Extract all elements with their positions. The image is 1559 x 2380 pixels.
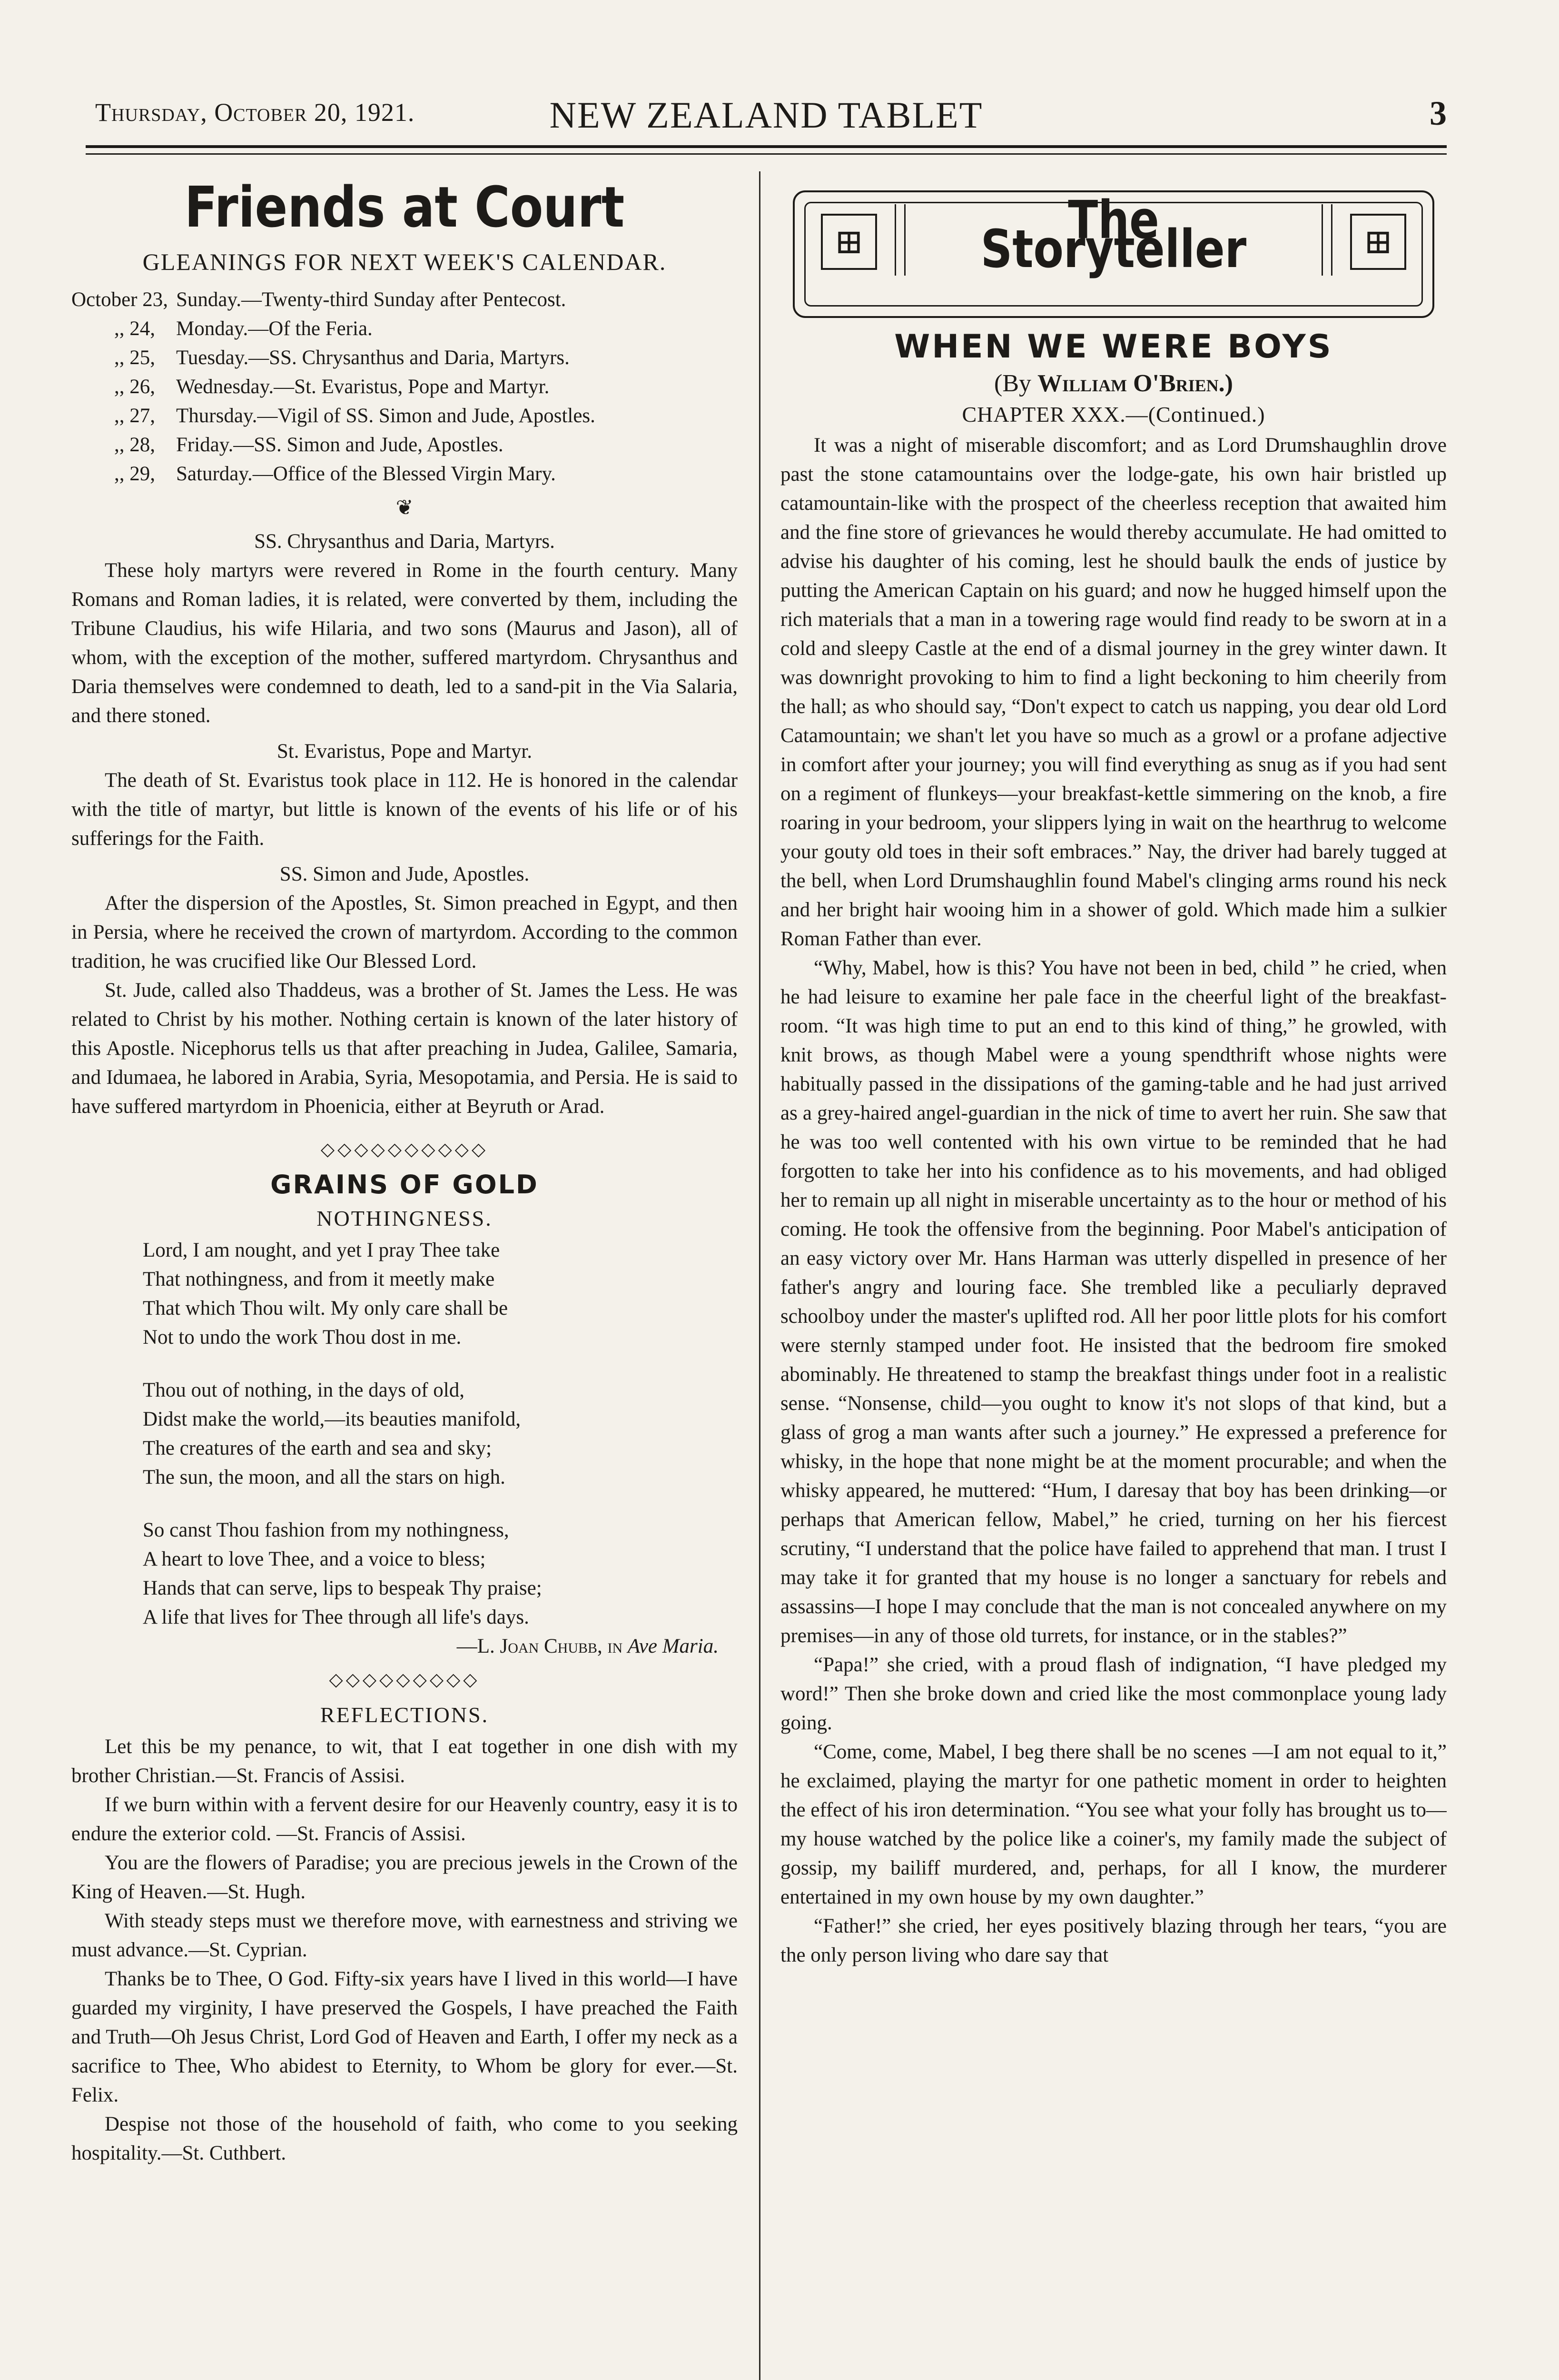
poem-line: Not to undo the work Thou dost in me. xyxy=(143,1326,462,1349)
ornamental-square-icon: ⊞ xyxy=(821,214,877,270)
poem-stanza xyxy=(143,1376,738,1492)
calendar-date: ,, 24, xyxy=(114,317,155,340)
ornamental-square-icon: ⊞ xyxy=(1350,214,1406,270)
column-divider xyxy=(759,171,760,2380)
reflection-quote: Despise not those of the household of faith, who come to you seeking hospitality.—St. Cuthbert. xyxy=(71,2113,738,2164)
banner-rule xyxy=(1322,204,1323,276)
banner-rule xyxy=(895,204,896,276)
friends-at-court-heading: Friends at Court xyxy=(184,174,625,240)
section-body: The death of St. Evaristus took place in 112. He is honored in the calendar with the title of martyr, but little is known of the events of his life or of his sufferings for the Faith. xyxy=(71,769,738,850)
calendar-entry: Wednesday.—St. Evaristus, Pope and Martyr. xyxy=(176,376,550,398)
poem-line: Lord, I am nought, and yet I pray Thee take xyxy=(143,1239,500,1261)
reflection-quote: With steady steps must we therefore move, with earnestness and striving we must advance.—St. Cyprian. xyxy=(71,1910,738,1961)
byline xyxy=(780,369,1447,398)
fleuron-icon: ❦ xyxy=(395,496,414,519)
reflections-heading: REFLECTIONS. xyxy=(320,1703,489,1727)
poem-stanza xyxy=(143,1516,738,1632)
poem-line: The creatures of the earth and sea and sky; xyxy=(143,1437,492,1459)
section-body: These holy martyrs were revered in Rome in the fourth century. Many Romans and Roman ladies, it is related, were converted by them, including the Tribune Claudius, his wife Hilaria, and two sons (Maurus and Jason), all of whom, with the exception of the mother, suffered martyrdom. Chrysanthus and Daria themselves were condemned to death, led to a sand-pit in the Via Salaria, and there stoned. xyxy=(71,559,738,727)
publication-title: NEW ZEALAND TABLET xyxy=(549,94,983,136)
calendar-entry: Thursday.—Vigil of SS. Simon and Jude, Apostles. xyxy=(176,405,595,427)
story-paragraph: “Papa!” she cried, with a proud flash of indignation, “I have pledged my word!” Then she broke down and cried like the most commonplace young lady going. xyxy=(780,1654,1447,1734)
story-paragraph: “Come, come, Mabel, I beg there shall be no scenes —I am not equal to it,” he exclaimed, playing the martyr for one pathetic moment in order to heighten the effect of his iron determination. “You see what your folly has brought us to—my house watched by the police like a coiner's, my family made the subject of gossip, my bailiff murdered, and, perhaps, for all I know, the murderer entertained in my own house by my own daughter.” xyxy=(780,1741,1447,1908)
section-title: SS. Simon and Jude, Apostles. xyxy=(279,863,530,885)
story-paragraph: “Father!” she cried, her eyes positively blazing through her tears, “you are the only person living who dare say that xyxy=(780,1915,1447,1966)
calendar-list xyxy=(71,285,738,488)
poem-line: So canst Thou fashion from my nothingness, xyxy=(143,1519,509,1541)
diamond-ornament-icon: ◇◇◇◇◇◇◇◇◇ xyxy=(329,1670,480,1690)
storyteller-banner xyxy=(793,190,1434,318)
right-column xyxy=(780,162,1447,2380)
banner-rule xyxy=(904,204,906,276)
poem-stanza xyxy=(143,1236,738,1352)
calendar-entry: Monday.—Of the Feria. xyxy=(176,317,373,340)
calendar-subheading: GLEANINGS FOR NEXT WEEK'S CALENDAR. xyxy=(142,248,667,275)
poem-line: That which Thou wilt. My only care shall be xyxy=(143,1297,508,1319)
section-title: St. Evaristus, Pope and Martyr. xyxy=(276,740,533,763)
reflection-quote: If we burn within with a fervent desire for our Heavenly country, easy it is to endure the exterior cold. —St. Francis of Assisi. xyxy=(71,1794,738,1845)
section-body: St. Jude, called also Thaddeus, was a brother of St. James the Less. He was related to Christ by his mother. Nothing certain is known of the later history of this Apostle. Nicephorus tells us that after preaching in Judea, Galilee, Samaria, and Idumaea, he labored in Arabia, Syria, Mesopotamia, and Persia. He is said to have suffered martyrdom in Phoenicia, either at Beyruth or Arad. xyxy=(71,979,738,1118)
poem-title: NOTHINGNESS. xyxy=(316,1206,493,1230)
banner-rule xyxy=(1331,204,1332,276)
poem-line: A life that lives for Thee through all life's days. xyxy=(143,1606,529,1628)
story-paragraph: It was a night of miserable discomfort; and as Lord Drumshaughlin drove past the stone catamountains over the lodge-gate, his own hair bristled up catamountain-like with the prospect of the cheerless reception that awaited him and the fine store of grievances he would thereby accumulate. He had omitted to advise his daughter of his coming, lest he should baulk the ends of justice by putting the American Captain on his guard; and now he hugged himself upon the rich materials that a man in a towering rage would find ready to be sworn at in a cold and sleepy Castle at the end of a dismal journey in the grey winter dawn. It was downright provoking to him to find a light beckoning to him cheerily from the hall; as who should say, “Don't expect to catch us napping, you dear old Lord Catamountain; we shan't let you have so much as a growl or a profane adjective in comfort after your journey; you will find everything as snug as if you had sent on a regiment of flunkeys—your breakfast-kettle simmering on the knob, a fire roaring in your bedroom, your slippers lying in wait on the hearthrug to welcome your gouty old toes in their soft embraces.” Nay, the driver had barely tugged at the bell, when Lord Drumshaughlin found Mabel's clinging arms round his neck and her bright hair wooing him in a shower of gold. Which made him a sulkier Roman Father than ever. xyxy=(780,434,1447,950)
section-body: After the dispersion of the Apostles, St. Simon preached in Egypt, and then in Persia, where he received the crown of martyrdom. According to the common tradition, he was crucified like Our Blessed Lord. xyxy=(71,892,738,972)
reflection-quote: Thanks be to Thee, O God. Fifty-six years have I lived in this world—I have guarded my virginity, I have preserved the Gospels, I have preached the Faith and Truth—Oh Jesus Christ, Lord God of Heaven and Earth, I offer my neck as a sacrifice to Thee, Who abidest to Eternity, to Whom be glory for ever.—St. Felix. xyxy=(71,1968,738,2106)
poem-line: Thou out of nothing, in the days of old, xyxy=(143,1379,464,1401)
calendar-date: ,, 27, xyxy=(114,405,155,427)
poem-author: —L. Joan Chubb, in xyxy=(456,1635,623,1657)
reflection-quote: Let this be my penance, to wit, that I eat together in one dish with my brother Christian.—St. Francis of Assisi. xyxy=(71,1735,738,1787)
calendar-date: ,, 28, xyxy=(114,434,155,456)
calendar-date: ,, 29, xyxy=(114,463,155,485)
storyteller-title: The Storyteller xyxy=(980,189,1247,279)
reflection-quote: You are the flowers of Paradise; you are precious jewels in the Crown of the King of Heaven.—St. Hugh. xyxy=(71,1852,738,1903)
poem-line: The sun, the moon, and all the stars on high. xyxy=(143,1466,505,1488)
story-paragraph: “Why, Mabel, how is this? You have not been in bed, child ” he cried, when he had leisure to examine her pale face in the cheerful light of the breakfast-room. “It was high time to put an end to this kind of thing,” he growled, with knit brows, as though Mabel were a young spendthrift whose nights were habitually passed in the dissipations of the gaming-table and he had just arrived as a grey-haired angel-guardian in the nick of time to avert her ruin. She saw that he was too well contented with his own virtue to be reminded that he had forgotten to take her into his confidence as to his movements, and had obliged her to remain up all night in miserable uncertainty as to the hour or method of his coming. He took the offensive from the beginning. Poor Mabel's anticipation of an easy victory over Mr. Hans Harman was utterly dispelled in presence of her father's angry and louring face. She trembled like a peculiarly depraved schoolboy under the master's uplifted rod. All her poor little plots for his comfort were sternly stamped under foot. He insisted that the bedroom fire smoked abominably. He threatened to stamp the breakfast things under foot in a realistic sense. “Nonsense, child—you ought to know it's not slops of that kind, but a glass of grog a man wants after such a journey.” He expressed a preference for whisky, in the hope that none might be at the moment procurable; and when the whisky appeared, he muttered: “Hum, I daresay that boy has been drinking—or perhaps that American fellow, Mabel,” he cried, turning on her his fiercest scrutiny, “I understand that the police have failed to apprehend that man. I trust I may take it for granted that my house is no longer a sanctuary for rebels and assassins—I hope I may conclude that the man is not concealed anywhere on my premises—in any of those old turrets, for instance, or in the stables?” xyxy=(780,957,1447,1647)
calendar-entry: Saturday.—Office of the Blessed Virgin Mary. xyxy=(176,463,556,485)
poem-line: Didst make the world,—its beauties manifold, xyxy=(143,1408,521,1430)
diamond-ornament-icon: ◇◇◇◇◇◇◇◇◇◇ xyxy=(320,1140,489,1160)
byline-author: William O'Brien.) xyxy=(1037,370,1233,397)
section-title: SS. Chrysanthus and Daria, Martyrs. xyxy=(254,530,555,553)
masthead xyxy=(86,88,1447,140)
poem-source: Ave Maria. xyxy=(627,1635,719,1657)
calendar-date: ,, 25, xyxy=(114,347,155,369)
poem-line: That nothingness, and from it meetly make xyxy=(143,1268,495,1290)
byline-prefix: (By xyxy=(994,370,1032,397)
poem xyxy=(71,1236,738,1632)
calendar-date: October 23, xyxy=(71,288,168,311)
story-title: WHEN WE WERE BOYS xyxy=(894,328,1333,366)
issue-date: Thursday, October 20, 1921. xyxy=(95,98,415,127)
chapter-heading: CHAPTER XXX.—(Continued.) xyxy=(962,402,1265,426)
top-rule xyxy=(86,145,1447,148)
left-column xyxy=(71,162,738,2380)
poem-attribution xyxy=(71,1632,738,1661)
top-rule-thin xyxy=(86,153,1447,155)
poem-line: A heart to love Thee, and a voice to bless; xyxy=(143,1548,486,1570)
grains-of-gold-heading: GRAINS OF GOLD xyxy=(270,1170,539,1200)
calendar-date: ,, 26, xyxy=(114,376,155,398)
page-number: 3 xyxy=(1430,94,1447,132)
calendar-entry: Sunday.—Twenty-third Sunday after Pentecost. xyxy=(176,288,566,311)
calendar-entry: Friday.—SS. Simon and Jude, Apostles. xyxy=(176,434,503,456)
poem-line: Hands that can serve, lips to bespeak Thy praise; xyxy=(143,1577,542,1599)
calendar-entry: Tuesday.—SS. Chrysanthus and Daria, Martyrs. xyxy=(176,347,570,369)
